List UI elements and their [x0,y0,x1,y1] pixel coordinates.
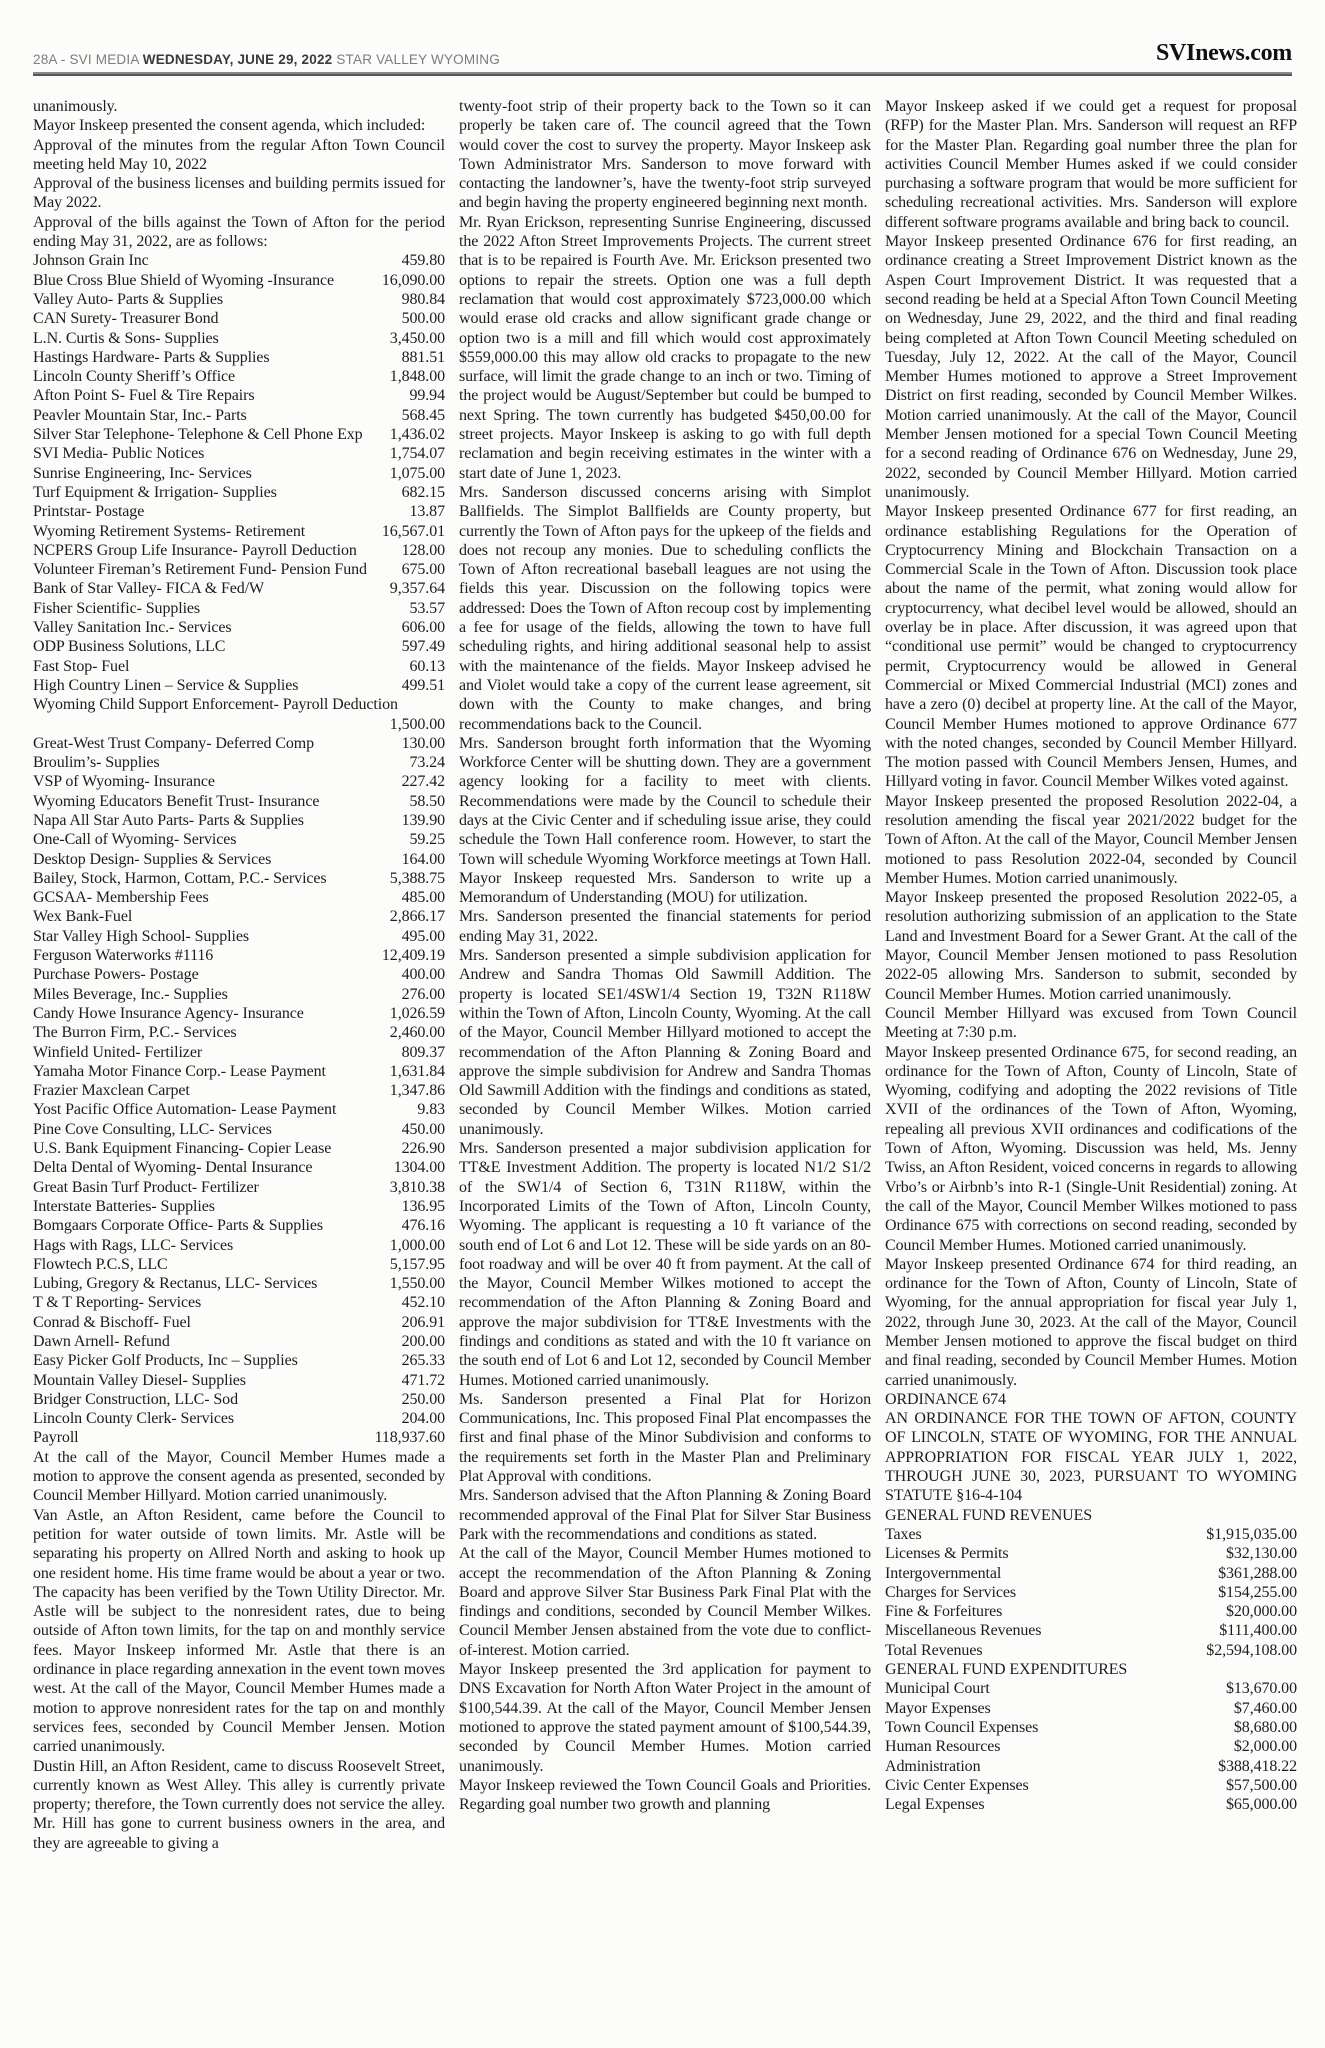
bill-row [33,1371,445,1390]
bill-amount: 226.90 [401,1140,445,1158]
edition-info [33,52,500,67]
bill-payee: Civic Center Expenses [885,1776,1029,1794]
bill-payee: Dawn Arnell- Refund [33,1333,170,1350]
bill-row [33,579,445,598]
bill-payee: Charges for Services [885,1583,1017,1601]
bill-row [885,1641,1297,1660]
paragraph: Dustin Hill, an Afton Resident, came to discuss Roosevelt Street, currently known as West Alley. This alley is currently private property; therefore, the Town currently does not service the alley. Mr. Hill has gone to current business owners in the area, and they are agreeable to giving a [33,1757,445,1852]
paragraph: Mayor Inskeep presented the proposed Resolution 2022-04, a resolution amending the fiscal year 2021/2022 budget for the Town of Afton. At the call of the Mayor, Council Member Jensen motioned to pass Resolution 2022-04, seconded by Council Member Humes. Motion carried unanimously. [885,792,1297,887]
bill-payee: Wyoming Child Support Enforcement- Payroll Deduction [33,696,398,714]
paragraph: Mr. Ryan Erickson, representing Sunrise Engineering, discussed the 2022 Afton Street Improvements Projects. The current street that is to be repaired is Fourth Ave. Mr. Erickson presented two options to repair the streets. Option one was a full depth reclamation that would cost approximately $723,000.00 which would erase old cracks and allow significant grade change or option two is a mill and fill which would cost approximately $559,000.00 this may allow old cracks to propagate to the new surface, will limit the grade change to an inch or two. Timing of the project would be August/September but could be bumped to next Spring. The town currently has budgeted $450,00.00 for street projects. Mayor Inskeep is asking to go with full depth reclamation and begin receiving estimates in the winter with a start date of June 1, 2023. [459,213,871,482]
bill-payee: T & T Reporting- Services [33,1294,202,1312]
article-columns [0,97,1325,1853]
paragraph: Mayor Inskeep presented Ordinance 674 for third reading, an ordinance for the Town of Afton, County of Lincoln, State of Wyoming, for the annual appropriation for fiscal year July 1, 2022, through June 30, 2023. At the call of the Mayor, Council Member Jensen motioned to approve the fiscal budget on third and final reading, seconded by Council Member Humes. Motion carried unanimously. [885,1255,1297,1389]
bill-row [885,1583,1297,1602]
bill-amount: 9,357.64 [389,580,445,598]
bill-amount: 499.51 [401,676,445,694]
bill-payee: Taxes [885,1525,922,1543]
bill-amount: 2,866.17 [389,908,445,926]
edition-date: WEDNESDAY, JUNE 29, 2022 [142,52,333,67]
paragraph: At the call of the Mayor, Council Member Humes motioned to accept the recommendation of the Afton Planning & Zoning Board and approve Silver Star Business Park Final Plat with the findings and conditions, seconded by Council Member Wilkes. Council Member Jensen abstained from the vote due to conflict-of-interest. Motion carried. [459,1545,871,1659]
bill-row [33,444,445,463]
bill-row [33,1351,445,1370]
bill-amount: 99.94 [409,387,445,405]
bill-payee: Broulim’s- Supplies [33,754,160,772]
bill-payee: Yamaha Motor Finance Corp.- Lease Payment [33,1062,326,1080]
bill-row [33,541,445,560]
bill-amount: 136.95 [401,1197,445,1215]
paragraph: Mrs. Sanderson advised that the Afton Planning & Zoning Board recommended approval of the Final Plat for Silver Star Business Park with the recommendations and conditions as stated. [459,1487,871,1543]
bill-payee: Licenses & Permits [885,1545,1009,1563]
bill-amount: 1,550.00 [389,1275,445,1293]
bill-payee: ODP Business Solutions, LLC [33,638,226,656]
bill-row [33,734,445,753]
bill-payee: Administration [885,1757,981,1775]
bill-payee: Sunrise Engineering, Inc- Services [33,464,252,482]
paragraph: Approval of the bills against the Town of Afton for the period ending May 31, 2022, are as follows: [33,213,445,251]
bill-payee: Wyoming Retirement Systems- Retirement [33,522,306,540]
bill-row [33,406,445,425]
bill-row [885,1544,1297,1563]
bill-amount: 204.00 [401,1410,445,1428]
bill-payee: L.N. Curtis & Sons- Supplies [33,329,219,347]
bill-row [885,1776,1297,1795]
bill-amount: 276.00 [401,985,445,1003]
bill-payee: Legal Expenses [885,1796,985,1814]
bill-row [33,1178,445,1197]
bill-amount: 130.00 [401,734,445,752]
paragraph: Approval of the minutes from the regular Afton Town Council meeting held May 10, 2022 [33,136,445,173]
bill-payee: Lincoln County Sheriff’s Office [33,368,236,386]
paragraph: Mrs. Sanderson presented a major subdivision application for TT&E Investment Addition. The property is located N1/2 S1/2 of the SW1/4 of Section 6, T31N R118W, within the Incorporated Limits of the Town of Afton, Lincoln County, Wyoming. The applicant is requesting a 10 ft variance of the south end of Lot 6 and Lot 12. These will be side yards on an 80-foot roadway and will be over 40 ft from payment. At the call of the Mayor, Council Member Wilkes motioned to accept the recommendation of the Afton Planning & Zoning Board and approve the major subdivision for TT&E Investments with the findings and conditions as stated and with the 10 ft variance on the south end of Lot 6 and Lot 12, seconded by Council Member Humes. Motioned carried unanimously. [459,1140,871,1389]
bill-payee: SVI Media- Public Notices [33,445,205,463]
bill-payee: Volunteer Fireman’s Retirement Fund- Pension Fund [33,561,367,579]
bill-payee: Fine & Forfeitures [885,1603,1003,1621]
bill-row [33,1100,445,1119]
bill-amount: 16,090.00 [381,271,445,289]
bill-payee: One-Call of Wyoming- Services [33,831,237,849]
bill-payee: Johnson Grain Inc [33,252,149,270]
bill-amount: 1,075.00 [389,464,445,482]
bill-row [33,1023,445,1042]
bill-amount: 5,388.75 [389,869,445,887]
bill-payee: Municipal Court [885,1680,990,1698]
bill-amount: 459.80 [401,252,445,270]
bill-row [33,1197,445,1216]
bill-row [33,425,445,444]
bill-row [33,599,445,618]
bill-row [33,657,445,676]
paragraph: Mayor Inskeep presented Ordinance 677 for first reading, an ordinance establishing Regulations for the Operation of Cryptocurrency Mining and Blockchain Transaction on a Commercial Scale in the Town of Afton. Discussion took place about the name of the permit, what zoning would allow for cryptocurrency, what decibel level would be allowed, should an overlay be in place. After discussion, it was agreed upon that “conditional use permit” would be changed to cryptocurrency permit, Cryptocurrency would be allowed in General Commercial or Mixed Commercial Industrial (MCI) zones and have a zero (0) decibel at property line. At the call of the Mayor, Council Member Humes motioned to approve Ordinance 677 with the noted changes, seconded by Council Member Hillyard. The motion passed with Council Members Jensen, Humes, and Hillyard voting in favor. Council Member Wilkes voted against. [885,503,1297,791]
bill-amount: 500.00 [401,310,445,328]
bill-payee: Purchase Powers- Postage [33,966,199,984]
bill-payee: Bailey, Stock, Harmon, Cottam, P.C.- Services [33,869,327,887]
bill-amount: 1,347.86 [389,1082,445,1100]
bill-amount: 200.00 [401,1333,445,1350]
bill-row [33,1255,445,1274]
bill-row [33,1004,445,1023]
bill-row [33,1313,445,1332]
bill-payee: Human Resources [885,1738,1001,1756]
bill-amount: 9.83 [417,1101,445,1119]
bill-amount: 980.84 [401,290,445,308]
bill-row [33,695,445,734]
bill-amount: 227.42 [401,773,445,791]
paragraph: At the call of the Mayor, Council Member Humes made a motion to approve the consent agenda as presented, seconded by Council Member Hillyard. Motion carried unanimously. [33,1448,445,1505]
bill-amount: 59.25 [409,831,445,849]
bill-amount: $2,000.00 [1233,1738,1297,1756]
bill-amount: 1,631.84 [389,1062,445,1080]
bill-row [33,1081,445,1100]
bill-row [33,251,445,270]
bill-payee: Bank of Star Valley- FICA & Fed/W [33,580,265,598]
bill-row [33,772,445,791]
paragraph: Mayor Inskeep presented the consent agenda, which included: [33,117,426,135]
bill-payee: Easy Picker Golf Products, Inc – Supplies [33,1352,298,1370]
bill-payee: NCPERS Group Life Insurance- Payroll Deduction [33,541,357,559]
bill-payee: Mountain Valley Diesel- Supplies [33,1371,246,1389]
bill-row [33,290,445,309]
bill-row [33,637,445,656]
bill-amount: 13.87 [409,503,445,521]
bill-amount: $57,500.00 [1225,1776,1297,1794]
bill-payee: Pine Cove Consulting, LLC- Services [33,1120,272,1138]
bill-payee: Miscellaneous Revenues [885,1622,1042,1640]
bill-row [33,753,445,772]
column [33,97,445,1853]
bill-row [33,1390,445,1409]
bill-amount: 452.10 [401,1294,445,1312]
bill-row [33,1274,445,1293]
paragraph: Mrs. Sanderson presented the financial statements for period ending May 31, 2022. [459,908,871,945]
site-logo: SVInews.com [1155,40,1292,66]
bill-row [33,1216,445,1235]
bill-payee: Wyoming Educators Benefit Trust- Insurance [33,792,320,810]
bill-row [33,869,445,888]
bill-row [33,1409,445,1428]
bill-amount: 53.57 [409,599,445,617]
bill-payee: Valley Sanitation Inc.- Services [33,619,232,637]
bill-payee: Flowtech P.C.S, LLC [33,1255,168,1273]
bill-amount: 471.72 [401,1371,445,1389]
bill-payee: High Country Linen – Service & Supplies [33,676,299,694]
bill-row [33,811,445,830]
bill-row [33,502,445,521]
bill-payee: Fast Stop- Fuel [33,657,130,675]
bill-amount: $32,130.00 [1225,1545,1297,1563]
bill-amount: 606.00 [401,619,445,637]
bill-row [33,560,445,579]
bill-payee: Turf Equipment & Irrigation- Supplies [33,483,277,501]
bill-row [33,618,445,637]
bill-row [33,483,445,502]
bill-row [885,1737,1297,1756]
bill-row [33,329,445,348]
bill-amount: 60.13 [409,657,445,675]
bill-payee: Great Basin Turf Product- Fertilizer [33,1178,259,1196]
bill-amount: 3,810.38 [389,1178,445,1196]
bill-amount: 1,436.02 [389,426,445,444]
region-label: STAR VALLEY WYOMING [336,52,500,67]
paragraph: Mayor Inskeep presented the proposed Resolution 2022-05, a resolution authorizing submission of an application to the State Land and Investment Board for a Sewer Grant. At the call of the Mayor, Council Member Jensen motioned to pass Resolution 2022-05 allowing Mrs. Sanderson to submit, seconded by Council Member Humes. Motion carried unanimously. [885,889,1297,1003]
bill-amount: $20,000.00 [1225,1603,1297,1621]
bill-amount: 809.37 [401,1043,445,1061]
bill-row [33,946,445,965]
paragraph: GENERAL FUND REVENUES [885,1506,1093,1524]
bill-payee: Napa All Star Auto Parts- Parts & Supplies [33,811,304,829]
paragraph: Mrs. Sanderson discussed concerns arising with Simplot Ballfields. The Simplot Ballfields are County property, but currently the Town of Afton pays for the upkeep of the fields and does not recoup any monies. Due to scheduling conflicts the Town of Afton recreational baseball leagues are not using the fields this year. Discussion on the following topics were addressed: Does the Town of Afton recoup cost by implementing a fee for usage of the fields, allowing the town to have full scheduling rights, and hiring additional seasonal help to assist with the maintenance of the fields. Mayor Inskeep advised he and Violet would take a copy of the current lease agreement, sit down with the County to make changes, and bring recommendations back to the Council. [459,483,871,733]
bill-amount: $7,460.00 [1233,1699,1297,1717]
bill-payee: Valley Auto- Parts & Supplies [33,290,223,308]
bill-amount: 164.00 [401,850,445,868]
bill-amount: 1,848.00 [389,368,445,386]
bill-amount: 1,026.59 [389,1004,445,1022]
paragraph: AN ORDINANCE FOR THE TOWN OF AFTON, COUNTY OF LINCOLN, STATE OF WYOMING, FOR THE ANNUAL APPROPRIATION FOR FISCAL YEAR JULY 1, 2022, THROUGH JUNE 30, 2023, PURSUANT TO WYOMING STATUTE §16-4-104 [885,1410,1297,1505]
bill-payee: The Burron Firm, P.C.- Services [33,1024,237,1042]
paragraph: Ms. Sanderson presented a Final Plat for Horizon Communications, Inc. This proposed Final Plat encompasses the first and final phase of the Minor Subdivision and conforms to the requirements set forth in the Master Plan and Preliminary Plat Approval with conditions. [459,1390,871,1486]
bill-amount: 250.00 [401,1390,445,1408]
bill-row [885,1525,1297,1544]
bill-payee: Fisher Scientific- Supplies [33,599,201,617]
bill-row [885,1564,1297,1583]
bill-amount: 206.91 [401,1313,445,1331]
paragraph: Mayor Inskeep presented Ordinance 675, for second reading, an ordinance for the Town of Afton, County of Lincoln, State of Wyoming, codifying and adopting the 2022 revisions of Title XVII of the ordinances of the Town of Afton, Wyoming, repealing all previous XVII ordinances and codifications of the Town of Afton, Wyoming. Discussion was held, Ms. Jenny Twiss, an Afton Resident, voiced concerns in regards to allowing Vrbo’s or Airbnb’s into R-1 (Single-Unit Residential) zoning. At the call of the Mayor, Council Member Wilkes motioned to pass Ordinance 675 with corrections on second reading, seconded by Council Member Humes. Motioned carried unanimously. [885,1043,1297,1254]
bill-amount: $8,680.00 [1233,1718,1297,1736]
bill-row [33,1293,445,1312]
bill-payee: Total Revenues [885,1641,983,1659]
bill-row [33,386,445,405]
bill-payee: Delta Dental of Wyoming- Dental Insurance [33,1159,313,1177]
bill-row [33,830,445,849]
bill-row [33,792,445,811]
bill-row [33,1062,445,1081]
bill-payee: VSP of Wyoming- Insurance [33,773,215,791]
bill-payee: Bomgaars Corporate Office- Parts & Supplies [33,1217,324,1235]
bill-row [33,1428,445,1447]
paragraph: GENERAL FUND EXPENDITURES [885,1661,1128,1679]
bill-amount: 1,500.00 [389,715,445,733]
bill-amount: 1,000.00 [389,1236,445,1254]
paragraph: Mrs. Sanderson presented a simple subdivision application for Andrew and Sandra Thomas Old Sawmill Addition. The property is located SE1/4SW1/4 Section 19, T32N R118W within the Town of Afton, Lincoln County, Wyoming. At the call of the Mayor, Council Member Hillyard motioned to accept the recommendation of the Afton Planning & Zoning Board and approve the simple subdivision for Andrew and Sandra Thomas Old Sawmill Addition with the findings and conditions as stated, seconded by Council Member Wilkes. Motion carried unanimously. [459,947,871,1138]
bill-payee: Miles Beverage, Inc.- Supplies [33,985,228,1003]
bill-amount: 16,567.01 [381,522,445,540]
bill-row [33,1139,445,1158]
bill-amount: 3,450.00 [389,329,445,347]
bill-row [33,1120,445,1139]
bill-row [33,888,445,907]
bill-payee: Candy Howe Insurance Agency- Insurance [33,1004,304,1022]
bill-row [33,309,445,328]
bill-row [33,850,445,869]
bill-payee: Payroll [33,1429,79,1447]
paragraph: ORDINANCE 674 [885,1390,1006,1408]
bill-row [885,1679,1297,1698]
bill-amount: 495.00 [401,927,445,945]
paragraph: Approval of the business licenses and building permits issued for May 2022. [33,175,445,212]
bill-amount: $65,000.00 [1225,1796,1297,1814]
bill-payee: Mayor Expenses [885,1699,991,1717]
bill-amount: 118,937.60 [374,1429,445,1447]
bill-amount: 597.49 [401,638,445,656]
bill-amount: 400.00 [401,966,445,984]
bill-row [33,907,445,926]
masthead-rule [33,72,1292,76]
bill-payee: CAN Surety- Treasurer Bond [33,310,219,328]
bill-payee: Winfield United- Fertilizer [33,1043,203,1061]
bill-amount: 450.00 [401,1120,445,1138]
bill-payee: Printstar- Postage [33,503,145,521]
bill-row [33,985,445,1004]
bill-row [885,1699,1297,1718]
bill-row [33,1158,445,1177]
page-label: 28A - SVI MEDIA [33,52,139,67]
bill-amount: 139.90 [401,811,445,829]
paragraph: Mayor Inskeep reviewed the Town Council Goals and Priorities. Regarding goal number two growth and planning [459,1776,871,1814]
column [885,97,1297,1853]
bill-payee: U.S. Bank Equipment Financing- Copier Lease [33,1140,332,1158]
masthead [0,40,1325,67]
bill-payee: Interstate Batteries- Supplies [33,1197,215,1215]
bill-payee: Afton Point S- Fuel & Tire Repairs [33,387,255,405]
bill-payee: Hags with Rags, LLC- Services [33,1236,234,1254]
bill-amount: 485.00 [401,889,445,907]
bill-payee: Ferguson Waterworks #1116 [33,947,214,965]
bill-row [33,676,445,695]
bill-row [33,271,445,290]
bill-payee: Conrad & Bischoff- Fuel [33,1313,191,1331]
paragraph: unanimously. [33,98,118,115]
bill-payee: Lincoln County Clerk- Services [33,1410,234,1428]
bill-amount: 2,460.00 [389,1024,445,1042]
bill-payee: Peavler Mountain Star, Inc.- Parts [33,406,247,424]
bill-row [33,1332,445,1351]
bill-amount: 58.50 [409,792,445,810]
bill-amount: $361,288.00 [1218,1564,1297,1582]
bill-payee: Blue Cross Blue Shield of Wyoming -Insurance [33,271,334,289]
bill-payee: Star Valley High School- Supplies [33,927,249,945]
paragraph: Mrs. Sanderson brought forth information that the Wyoming Workforce Center will be shutting down. They are a government agency looking for a facility to meet with clients. Recommendations were made by the Council to schedule their days at the Civic Center and if scheduling issue arise, they could schedule the Town Hall conference room. However, to start the Town will schedule Wyoming Workforce meetings at Town Hall. Mayor Inskeep requested Mrs. Sanderson to write up a Memorandum of Understanding (MOU) for utilization. [459,734,871,907]
bill-amount: $388,418.22 [1218,1757,1297,1775]
bill-amount: 265.33 [401,1352,445,1370]
bill-payee: Town Council Expenses [885,1718,1039,1736]
bill-amount: 128.00 [401,541,445,559]
bill-amount: $2,594,108.00 [1206,1641,1297,1659]
bill-amount: 12,409.19 [381,947,445,965]
bill-amount: 675.00 [401,561,445,579]
bill-amount: 1304.00 [393,1159,445,1177]
bill-payee: Hastings Hardware- Parts & Supplies [33,348,270,366]
bill-row [33,348,445,367]
bill-payee: Intergovernmental [885,1564,1002,1582]
bill-row [33,1043,445,1062]
bill-payee: Frazier Maxclean Carpet [33,1082,190,1100]
bill-amount: $13,670.00 [1225,1680,1297,1698]
bill-amount: $1,915,035.00 [1206,1525,1297,1543]
bill-row [885,1795,1297,1814]
bill-amount: 5,157.95 [389,1255,445,1273]
bill-amount: $154,255.00 [1218,1583,1297,1601]
bill-row [885,1621,1297,1640]
bill-payee: Desktop Design- Supplies & Services [33,850,272,868]
bill-amount: 476.16 [401,1217,445,1235]
bill-row [33,965,445,984]
bill-payee: Lubing, Gregory & Rectanus, LLC- Services [33,1275,318,1293]
bill-amount: 682.15 [401,483,445,501]
bill-payee: GCSAA- Membership Fees [33,889,209,907]
paragraph: Mayor Inskeep presented the 3rd application for payment to DNS Excavation for North Afton Water Project in the amount of $100,544.39. At the call of the Mayor, Council Member Jensen motioned to approve the stated payment amount of $100,544.39, seconded by Council Member Humes. Motion carried unanimously. [459,1661,871,1775]
bill-payee: Wex Bank-Fuel [33,908,133,926]
paragraph: Van Astle, an Afton Resident, came before the Council to petition for water outside of town limits. Mr. Astle will be separating his property on Allred North and asking to hook up one resident home. His time frame would be about a year or two. The capacity has been verified by the Town Utility Director. Mr. Astle will be subject to the nonresident rates, due to being outside of Afton town limits, for the tap on and monthly service fees. Mayor Inskeep informed Mr. Astle that there is an ordinance in place regarding annexation in the event town moves west. At the call of the Mayor, Council Member Humes made a motion to approve nonresident rates for the tap on and monthly services fees, seconded by Council Member Jensen. Motion carried unanimously. [33,1506,445,1756]
bill-row [33,1236,445,1255]
bill-row [885,1602,1297,1621]
bill-amount: 568.45 [401,406,445,424]
bill-row [33,927,445,946]
bill-payee: Great-West Trust Company- Deferred Comp [33,734,314,752]
bill-row [33,464,445,483]
bill-amount: 881.51 [401,348,445,366]
column [459,97,871,1853]
bill-payee: Bridger Construction, LLC- Sod [33,1390,238,1408]
bill-amount: 73.24 [409,754,445,772]
bill-row [33,522,445,541]
bill-row [885,1718,1297,1737]
paragraph: twenty-foot strip of their property back to the Town so it can properly be taken care of. The council agreed that the Town would cover the cost to survey the property. Mayor Inskeep ask Town Administrator Mrs. Sanderson to move forward with contacting the landowner’s, have the twenty-foot strip surveyed and begin having the property engineered beginning next month. [459,98,871,212]
bill-amount: $111,400.00 [1219,1622,1297,1640]
paragraph: Council Member Hillyard was excused from Town Council Meeting at 7:30 p.m. [885,1004,1297,1042]
bill-row [885,1757,1297,1776]
paragraph: Mayor Inskeep presented Ordinance 676 for first reading, an ordinance creating a Street Improvement District known as the Aspen Court Improvement District. It was requested that a second reading be held at a Special Afton Town Council Meeting on Wednesday, June 29, 2022, and the third and final reading being completed at Afton Town Council Meeting scheduled on Tuesday, July 12, 2022. At the call of the Mayor, Council Member Humes motioned to approve a Street Improvement District on first reading, seconded by Council Member Wilkes. Motion carried unanimously. At the call of the Mayor, Council Member Jensen motioned for a special Town Council Meeting for a second reading of Ordinance 676 on Wednesday, June 29, 2022, seconded by Council Member Hillyard. Motion carried unanimously. [885,233,1297,501]
bill-amount: 1,754.07 [389,445,445,463]
bill-payee: Yost Pacific Office Automation- Lease Payment [33,1101,337,1119]
bill-payee: Silver Star Telephone- Telephone & Cell Phone Exp [33,426,363,444]
bill-row [33,367,445,386]
paragraph: Mayor Inskeep asked if we could get a request for proposal (RFP) for the Master Plan. Mrs. Sanderson will request an RFP for the Master Plan. Regarding goal number three the plan for activities Council Member Humes asked if we could consider purchasing a software program that would be more sufficient for scheduling recreational activities. Mrs. Sanderson will explore different software programs available and bring back to council. [885,98,1297,231]
